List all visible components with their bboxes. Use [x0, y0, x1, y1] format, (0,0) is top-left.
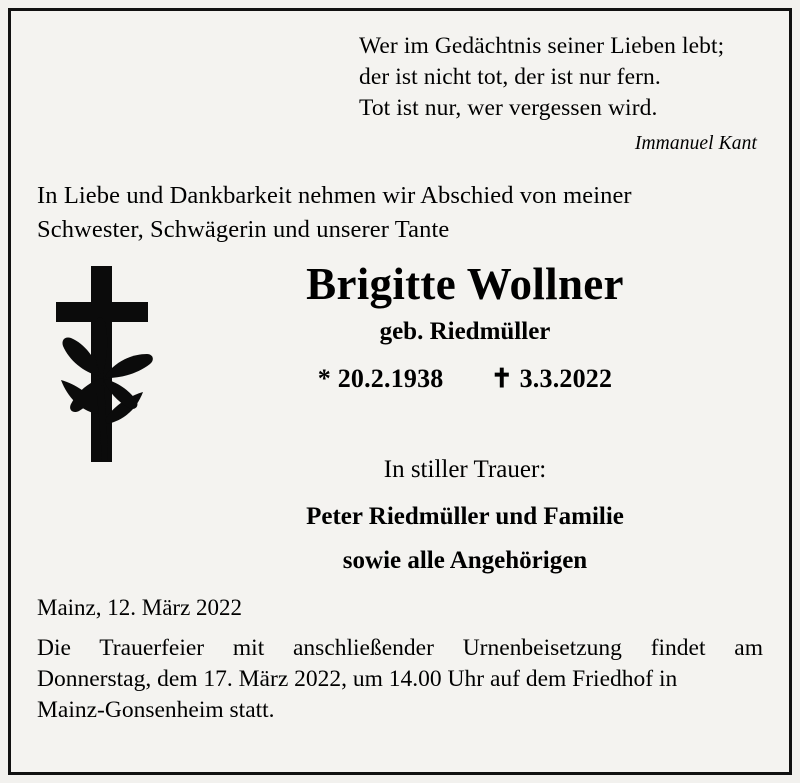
- life-dates: [177, 364, 753, 394]
- ceremony-line-3: Mainz-Gonsenheim statt.: [37, 697, 275, 724]
- place-and-date: Mainz, 12. März 2022: [37, 594, 243, 620]
- quote-line-2: der ist nicht tot, der ist nur fern.: [359, 64, 661, 91]
- intro-line-2: Schwester, Schwägerin und unserer Tante: [37, 215, 450, 243]
- deceased-block: [37, 260, 763, 430]
- quote-author: Immanuel Kant: [634, 133, 757, 155]
- intro-line-1: In Liebe und Dankbarkeit nehmen wir Abschied von meiner: [37, 181, 632, 209]
- birth-date: * 20.2.1938: [317, 363, 444, 393]
- ceremony-details: [37, 633, 763, 727]
- deceased-name: Brigitte Wollner: [306, 259, 624, 310]
- intro-text: [37, 179, 763, 247]
- notice-content: [11, 11, 789, 772]
- mourning-heading: In stiller Trauer:: [383, 456, 547, 484]
- ceremony-line-1: Die Trauerfeier mit anschließender Urnenbeisetzung findet am: [37, 634, 763, 661]
- maiden-name: geb. Riedmüller: [379, 317, 551, 345]
- mourning-family: Peter Riedmüller und Familie: [306, 502, 624, 530]
- mourners-block: [187, 454, 763, 575]
- death-date: ✝ 3.3.2022: [490, 363, 613, 393]
- cross-with-lily-icon: [39, 264, 169, 479]
- quote-line-3: Tot ist nur, wer vergessen wird.: [359, 95, 658, 122]
- memorial-quote: [359, 31, 763, 157]
- quote-line-1: Wer im Gedächtnis seiner Lieben lebt;: [359, 33, 725, 59]
- ceremony-line-2: Donnerstag, dem 17. März 2022, um 14.00 Uhr auf dem Friedhof in: [37, 666, 678, 693]
- mourning-others: sowie alle Angehörigen: [342, 546, 588, 574]
- name-block: [177, 260, 763, 394]
- notice-border: [8, 8, 792, 775]
